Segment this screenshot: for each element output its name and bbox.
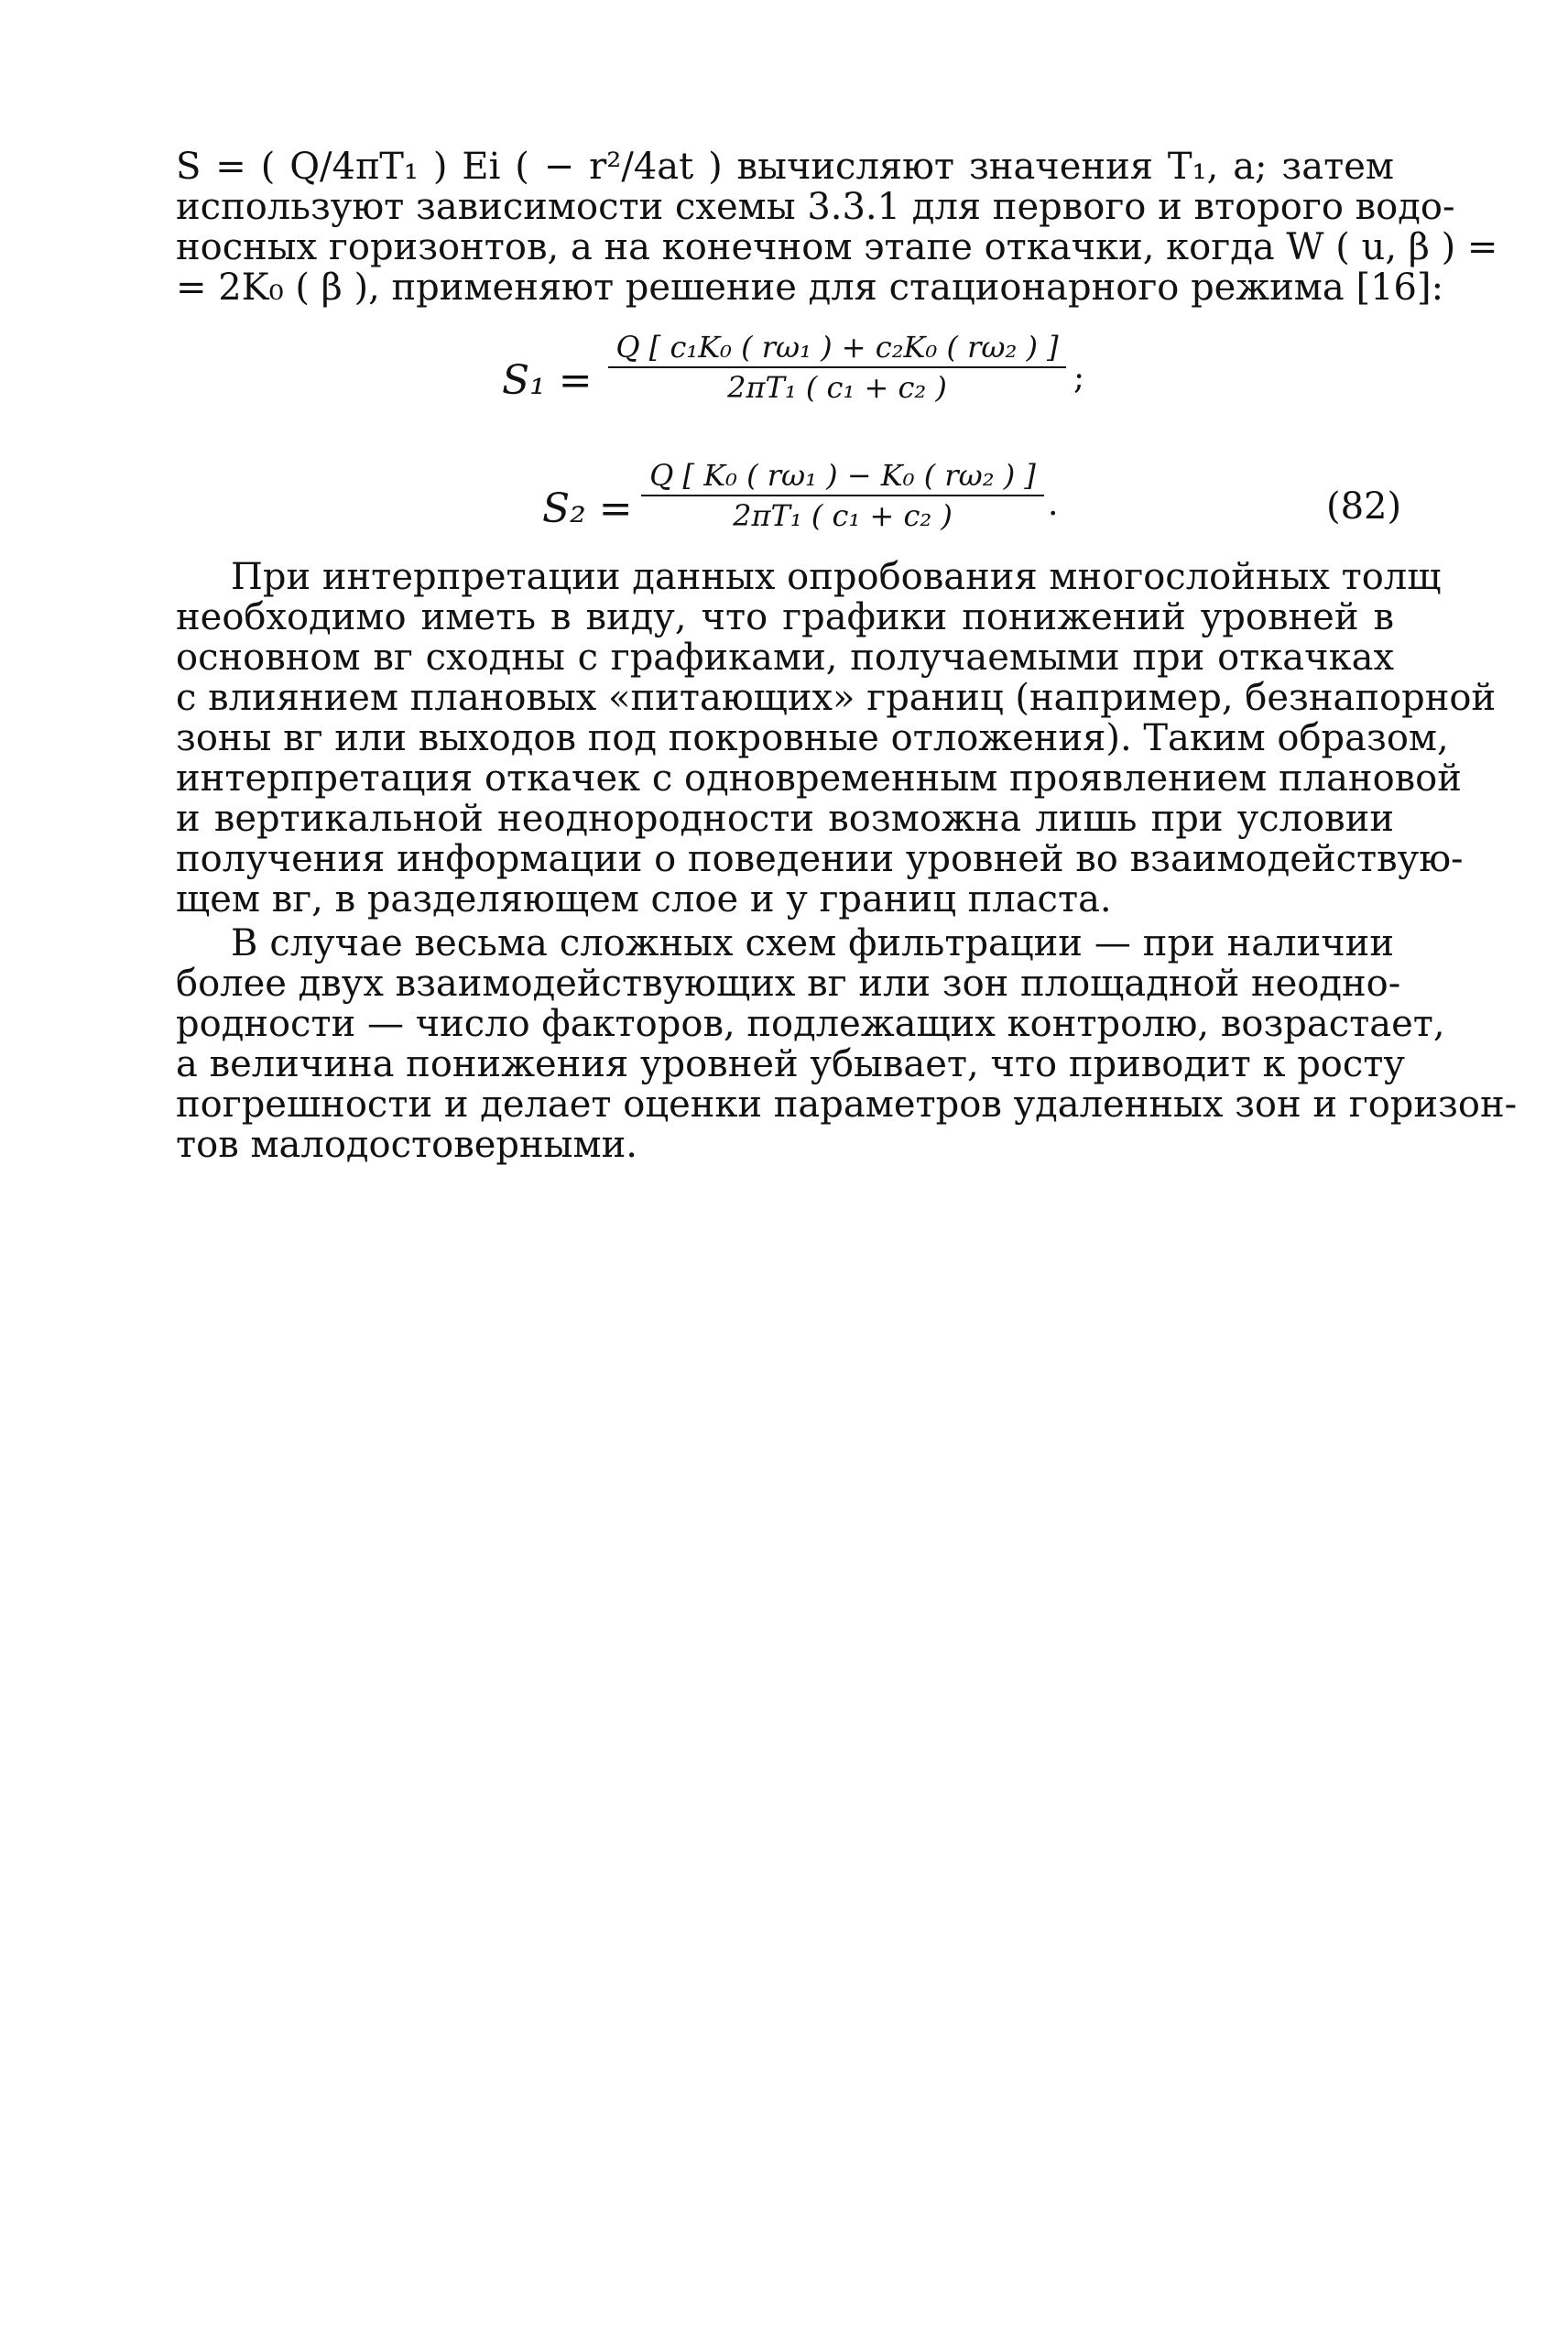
equation-s2 <box>0 458 1568 559</box>
text-line: родности — число факторов, подлежащих контролю, возрастает, <box>176 1003 1445 1045</box>
text-line: тов малодостоверными. <box>176 1124 638 1166</box>
paragraph-1 <box>176 556 1497 920</box>
text-line: зоны вг или выходов под покровные отложения). Таким образом, <box>176 717 1449 759</box>
text-line: необходимо иметь в виду, что графики понижений уровней в <box>176 596 1394 638</box>
fraction <box>608 330 1066 405</box>
fraction-denominator: 2πT₁ ( c₁ + c₂ ) <box>733 498 953 533</box>
text-line: а величина понижения уровней убывает, что приводит к росту <box>176 1043 1405 1085</box>
paragraph-2 <box>176 922 1518 1166</box>
equation-s1 <box>0 330 1568 430</box>
fraction-numerator: Q [ c₁K₀ ( rω₁ ) + c₂K₀ ( rω₂ ) ] <box>615 330 1059 365</box>
equation-number: (82) <box>1326 485 1402 528</box>
equation-lhs: S₁ = <box>502 357 593 404</box>
equation-lhs: S₂ = <box>542 485 633 532</box>
text-line: основном вг сходны с графиками, получаемыми при откачках <box>176 637 1394 679</box>
text-line: с влиянием плановых «питающих» границ (например, безнапорной <box>176 677 1497 719</box>
text-line: щем вг, в разделяющем слое и у границ пласта. <box>176 878 1112 920</box>
text-line: = 2K₀ ( β ), применяют решение для стационарного режима [16]: <box>176 267 1444 309</box>
equation-punctuation: ; <box>1073 359 1085 397</box>
fraction <box>641 458 1044 533</box>
fraction-bar <box>608 366 1066 368</box>
text-line: погрешности и делает оценки параметров удаленных зон и горизон- <box>176 1084 1518 1126</box>
text-line: используют зависимости схемы 3.3.1 для первого и второго водо- <box>176 186 1455 228</box>
text-line: В случае весьма сложных схем фильтрации — при наличии <box>231 922 1394 964</box>
text-line: и вертикальной неоднородности возможна лишь при условии <box>176 798 1394 840</box>
text-line: При интерпретации данных опробования многослойных толщ <box>231 556 1442 598</box>
fraction-bar <box>641 495 1044 496</box>
text-line: интерпретация откачек с одновременным проявлением плановой <box>176 757 1462 800</box>
equation-punctuation: . <box>1048 485 1059 523</box>
fraction-denominator: 2πT₁ ( c₁ + c₂ ) <box>727 370 947 405</box>
text-line: более двух взаимодействующих вг или зон площадной неодно- <box>176 963 1401 1005</box>
fraction-numerator: Q [ K₀ ( rω₁ ) − K₀ ( rω₂ ) ] <box>649 458 1036 493</box>
text-line: получения информации о поведении уровней во взаимодействую- <box>176 838 1464 880</box>
text-line: носных горизонтов, а на конечном этапе откачки, когда W ( u, β ) = <box>176 226 1498 268</box>
text-line: S = ( Q/4πT₁ ) Ei ( − r²/4at ) вычисляют значения T₁, a; затем <box>176 146 1394 188</box>
intro-text <box>176 146 1498 309</box>
